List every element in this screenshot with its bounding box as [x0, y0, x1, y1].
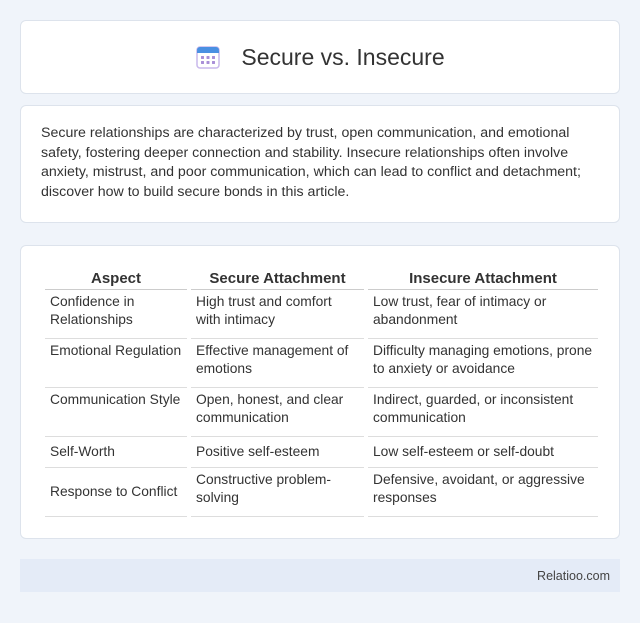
table-cell-aspect: Emotional Regulation — [45, 339, 187, 388]
table-cell-aspect: Communication Style — [45, 388, 187, 437]
intro-card — [20, 105, 620, 223]
table-header-row — [45, 266, 598, 290]
column-header-secure: Secure Attachment — [191, 266, 364, 290]
table-cell-secure: Constructive problem-solving — [191, 468, 364, 517]
comparison-card — [20, 245, 620, 539]
table-cell-insecure: Low trust, fear of intimacy or abandonment — [368, 290, 598, 339]
table-row — [45, 437, 598, 468]
table-cell-insecure: Defensive, avoidant, or aggressive responses — [368, 468, 598, 517]
table-cell-insecure: Difficulty managing emotions, prone to anxiety or avoidance — [368, 339, 598, 388]
table-row — [45, 388, 598, 437]
footer-site-name: Relatioo.com — [537, 568, 610, 583]
calendar-icon — [195, 44, 221, 70]
comparison-table — [41, 266, 602, 517]
table-cell-aspect: Confidence in Relationships — [45, 290, 187, 339]
page-title: Secure vs. Insecure — [241, 43, 445, 70]
table-cell-insecure: Indirect, guarded, or inconsistent communication — [368, 388, 598, 437]
table-cell-secure: Positive self-esteem — [191, 437, 364, 468]
column-header-aspect: Aspect — [45, 266, 187, 290]
intro-paragraph: Secure relationships are characterized by trust, open communication, and emotional safety, fostering deeper connection and stability. Insecure relationships often involve anxiety, mistrust, and poor communication, which can lead to conflict and detachment; discover how to build secure bonds in this article. — [41, 125, 581, 200]
title-card — [20, 20, 620, 94]
table-cell-aspect: Response to Conflict — [45, 468, 187, 517]
table-row — [45, 468, 598, 517]
table-cell-secure: Open, honest, and clear communication — [191, 388, 364, 437]
table-cell-secure: High trust and comfort with intimacy — [191, 290, 364, 339]
table-row — [45, 339, 598, 388]
table-cell-aspect: Self-Worth — [45, 437, 187, 468]
table-row — [45, 290, 598, 339]
table-cell-insecure: Low self-esteem or self-doubt — [368, 437, 598, 468]
column-header-insecure: Insecure Attachment — [368, 266, 598, 290]
table-cell-secure: Effective management of emotions — [191, 339, 364, 388]
footer-bar — [20, 559, 620, 592]
